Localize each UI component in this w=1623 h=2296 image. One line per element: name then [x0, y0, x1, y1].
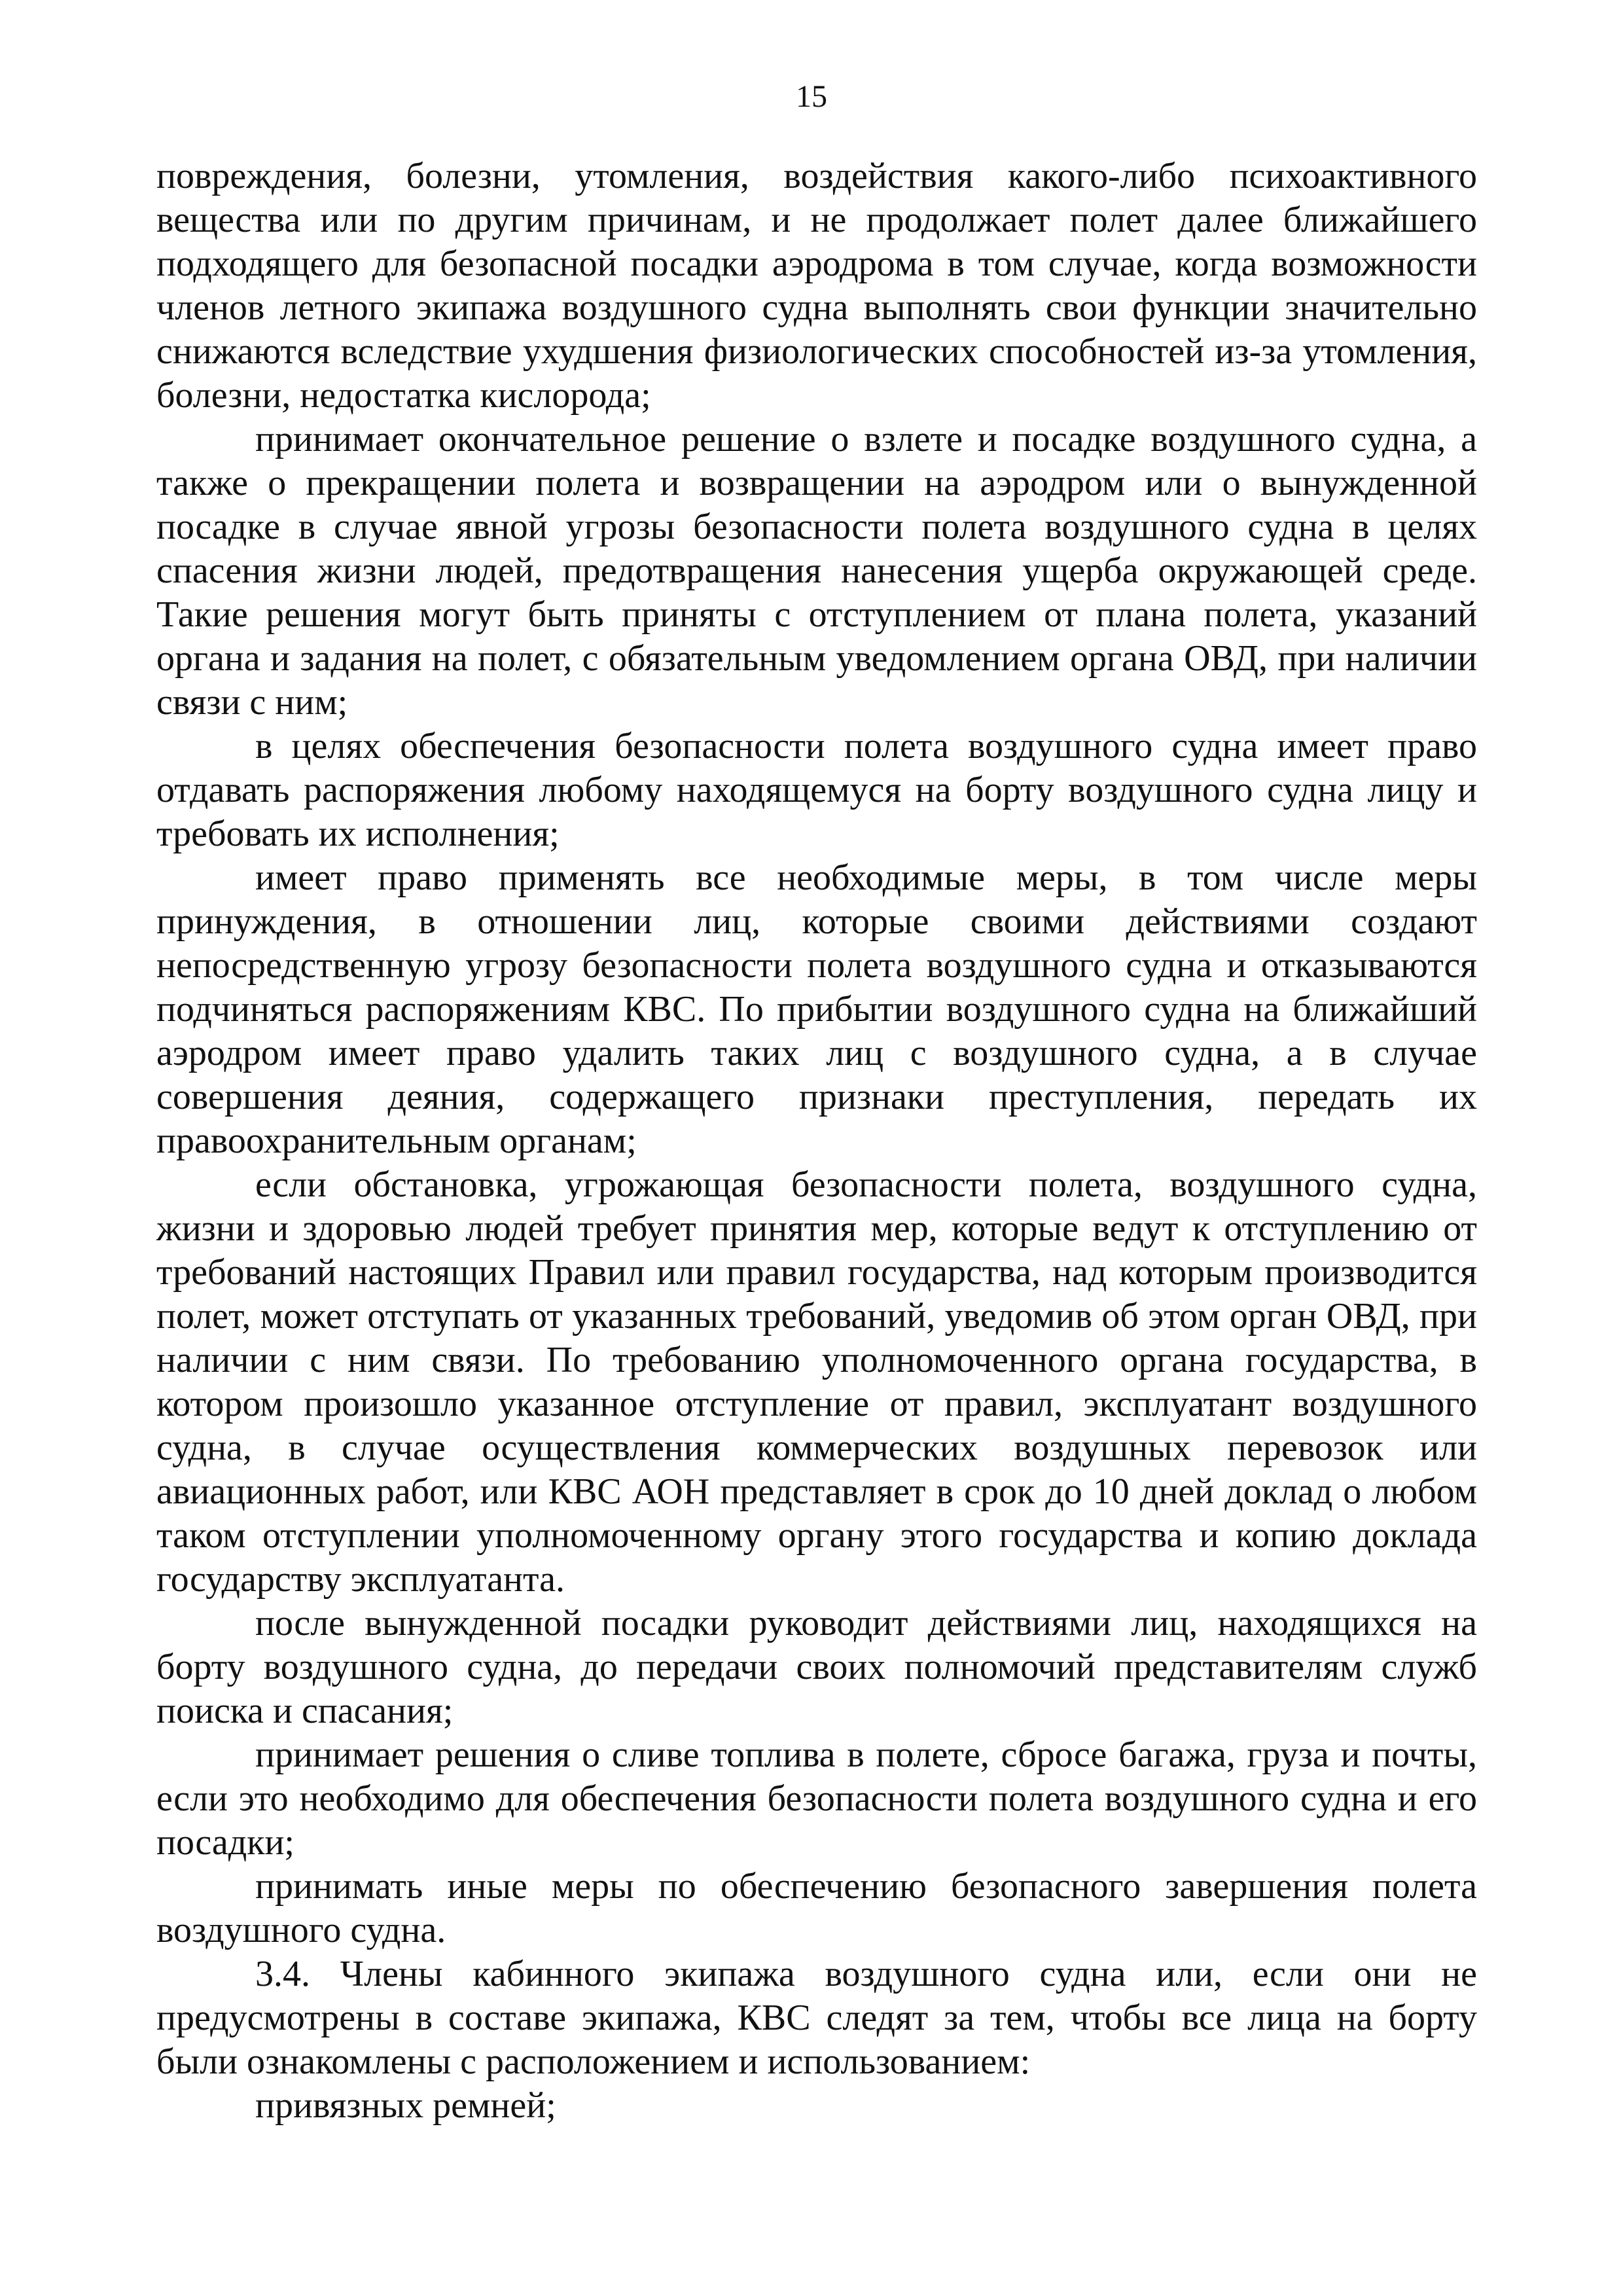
paragraph-fuel-jettison: принимает решения о сливе топлива в полете, сбросе багажа, груза и почты, если это необходимо для обеспечения безопасности полета воздушного судна и его посадки; [156, 1734, 1477, 1863]
paragraph-orders-right: в целях обеспечения безопасности полета воздушного судна имеет право отдавать распоряжения любому находящемуся на борту воздушного судна лицу и требовать их исполнения; [156, 726, 1477, 854]
paragraph-after-forced-landing: после вынужденной посадки руководит действиями лиц, находящихся на борту воздушного судна, до передачи своих полномочий представителям служб поиска и спасания; [156, 1603, 1477, 1731]
paragraph-section-3-4: 3.4. Члены кабинного экипажа воздушного судна или, если они не предусмотрены в составе экипажа, КВС следят за тем, чтобы все лица на борту были ознакомлены с расположением и использованием: [156, 1954, 1477, 2082]
document-body [156, 154, 1477, 2128]
paragraph-final-decision: принимает окончательное решение о взлете и посадке воздушного судна, а также о прекращении полета и возвращении на аэродром или о вынужденной посадке в случае явной угрозы безопасности полета воздушного судна в целях спасения жизни людей, предотвращения нанесения ущерба окружающей среде. Такие решения могут быть приняты с отступлением от плана полета, указаний органа и задания на полет, с обязательным уведомлением органа ОВД, при наличии связи с ним; [156, 419, 1477, 723]
paragraph-coercive-measures: имеет право применять все необходимые меры, в том числе меры принуждения, в отношении лиц, которые своими действиями создают непосредственную угрозу безопасности полета воздушного судна и отказываются подчиняться распоряжениям КВС. По прибытии воздушного судна на ближайший аэродром имеет право удалить таких лиц с воздушного судна, а в случае совершения деяния, содержащего признаки преступления, передать их правоохранительным органам; [156, 857, 1477, 1161]
page-number: 15 [796, 79, 827, 114]
paragraph-seat-belts: привязных ремней; [255, 2085, 556, 2126]
paragraph-other-measures: принимать иные меры по обеспечению безопасного завершения полета воздушного судна. [156, 1866, 1477, 1950]
paragraph-continuation: повреждения, болезни, утомления, воздействия какого-либо психоактивного вещества или по другим причинам, и не продолжает полет далее ближайшего подходящего для безопасной посадки аэродрома в том случае, когда возможности членов летного экипажа воздушного судна выполнять свои функции значительно снижаются вследствие ухудшения физиологических способностей из-за утомления, болезни, недостатка кислорода; [156, 156, 1477, 416]
paragraph-deviation-from-rules: если обстановка, угрожающая безопасности полета, воздушного судна, жизни и здоровью людей требует принятия мер, которые ведут к отступлению от требований настоящих Правил или правил государства, над которым производится полет, может отступать от указанных требований, уведомив об этом орган ОВД, при наличии с ним связи. По требованию уполномоченного органа государства, в котором произошло указанное отступление от правил, эксплуатант воздушного судна, в случае осуществления коммерческих воздушных перевозок или авиационных работ, или КВС АОН представляет в срок до 10 дней доклад о любом таком отступлении уполномоченному органу этого государства и копию доклада государству эксплуатанта. [156, 1164, 1477, 1600]
